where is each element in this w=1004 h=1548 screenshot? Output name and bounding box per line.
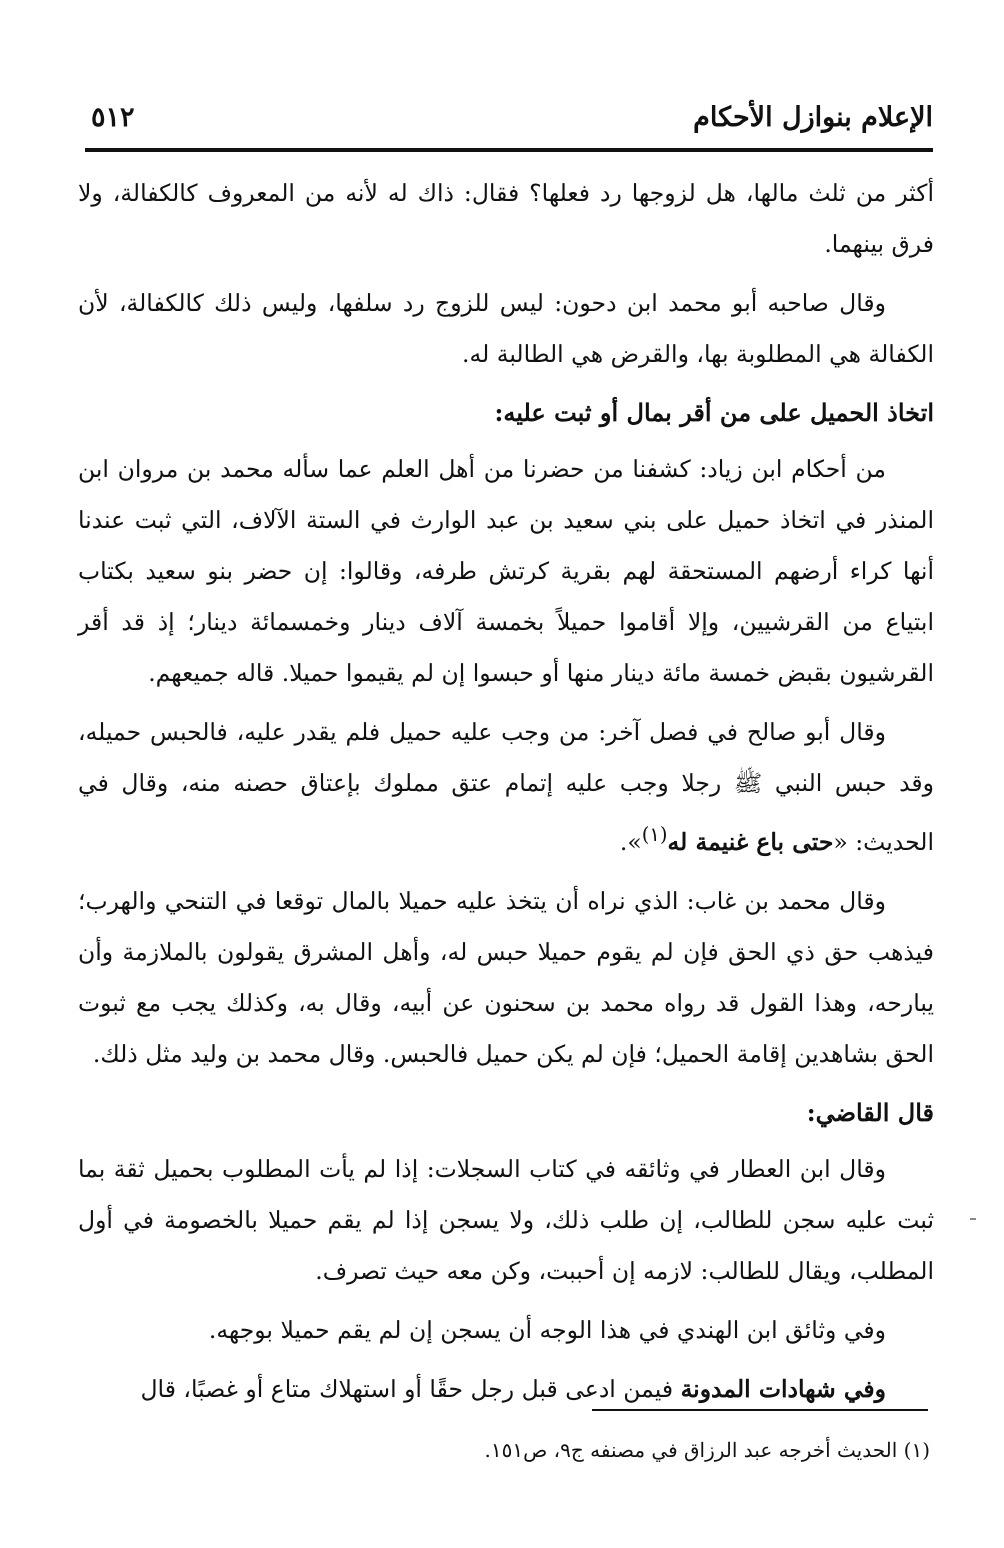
paragraph-3: من أحكام ابن زياد: كشفنا من حضرنا من أهل العلم عما سأله محمد بن مروان ابن المنذر في اتخاذ حميل على بني سعيد بن عبد الوارث في الستة الآلاف، التي ثبت عندنا أنها كراء أرضهم المستحقة لهم بقرية كرتش طرفه، وقالوا: إن حضر بنو سعيد بكتاب ابتياع من القرشيين، وإلا أقاموا حميلاً بخمسة آلاف دينار وخمسمائة دينار؛ إذ قد أقر القرشيون بقبض خمسة مائة دينار منها أو حبسوا إن لم يقيموا حميلا. قاله جميعهم. bbox=[78, 455, 934, 687]
paragraph-4 bbox=[78, 707, 934, 868]
footnote-marker: (١) bbox=[641, 823, 668, 846]
footnote: (١) الحديث أخرجه عبد الرزاق في مصنفه ج٩، ص١٥١. bbox=[484, 1438, 930, 1462]
footnote-separator bbox=[592, 1409, 928, 1411]
paragraph-4-tail: ». bbox=[619, 827, 642, 856]
page-header bbox=[85, 78, 933, 152]
page-number: ٥١٢ bbox=[91, 102, 135, 133]
paragraph-8-tail: فيمن ادعى قبل رجل حقًا أو استهلاك متاع أو غصبًا، قال bbox=[140, 1374, 681, 1403]
book-title: الإعلام بنوازل الأحكام bbox=[693, 102, 933, 133]
paragraph-7: وفي وثائق ابن الهندي في هذا الوجه أن يسجن إن لم يقم حميلا بوجهه. bbox=[208, 1315, 886, 1344]
main-text bbox=[78, 168, 934, 1423]
paragraph-8-lead: وفي شهادات المدونة bbox=[680, 1374, 886, 1403]
hadith-quote: حتى باع غنيمة له bbox=[667, 827, 834, 856]
paragraph-2: وقال صاحبه أبو محمد ابن دحون: ليس للزوج رد سلفها، وليس ذلك كالكفالة، لأن الكفالة هي المطلوبة بها، والقرض هي الطالبة له. bbox=[78, 289, 934, 368]
paragraph-5: وقال محمد بن غاب: الذي نراه أن يتخذ عليه حميلا بالمال توقعا في التنحي والهرب؛ فيذهب حق ذي الحق فإن لم يقوم حميلا حبس له، وأهل المشرق يقولون بالملازمة وأن يبارحه، وهذا القول قد رواه محمد بن سحنون عن أبيه، وقال به، وكذلك يجب مع ثبوت الحق بشاهدين إقامة الحميل؛ فإن لم يكن حميل فالحبس. وقال محمد بن وليد مثل ذلك. bbox=[78, 886, 934, 1068]
section-heading-2: قال القاضي: bbox=[806, 1097, 934, 1127]
paragraph-6: وقال ابن العطار في وثائقه في كتاب السجلات: إذا لم يأت المطلوب بحميل ثقة بما ثبت عليه سجن للطالب، إن طلب ذلك، ولا يسجن إذا لم يقم حميلا بالخصومة في أول المطلب، ويقال للطالب: لازمه إن أحببت، وكن معه حيث تصرف. bbox=[78, 1154, 934, 1285]
paragraph-8 bbox=[78, 1364, 934, 1415]
paragraph-1: أكثر من ثلث مالها، هل لزوجها رد فعلها؟ فقال: ذاك له لأنه من المعروف كالكفالة، ولا فرق بينهما. bbox=[78, 179, 934, 258]
section-heading-1: اتخاذ الحميل على من أقر بمال أو ثبت عليه: bbox=[494, 398, 934, 427]
paragraph-4-lead: وقال أبو صالح في فصل آخر: من وجب عليه حميل فلم يقدر عليه، فالحبس حميله، وقد حبس النبي ﷺ رجلا وجب عليه إتمام عتق مملوك بإعتاق حصنه منه، وقال في الحديث: « bbox=[78, 718, 934, 856]
margin-mark bbox=[970, 1218, 976, 1220]
